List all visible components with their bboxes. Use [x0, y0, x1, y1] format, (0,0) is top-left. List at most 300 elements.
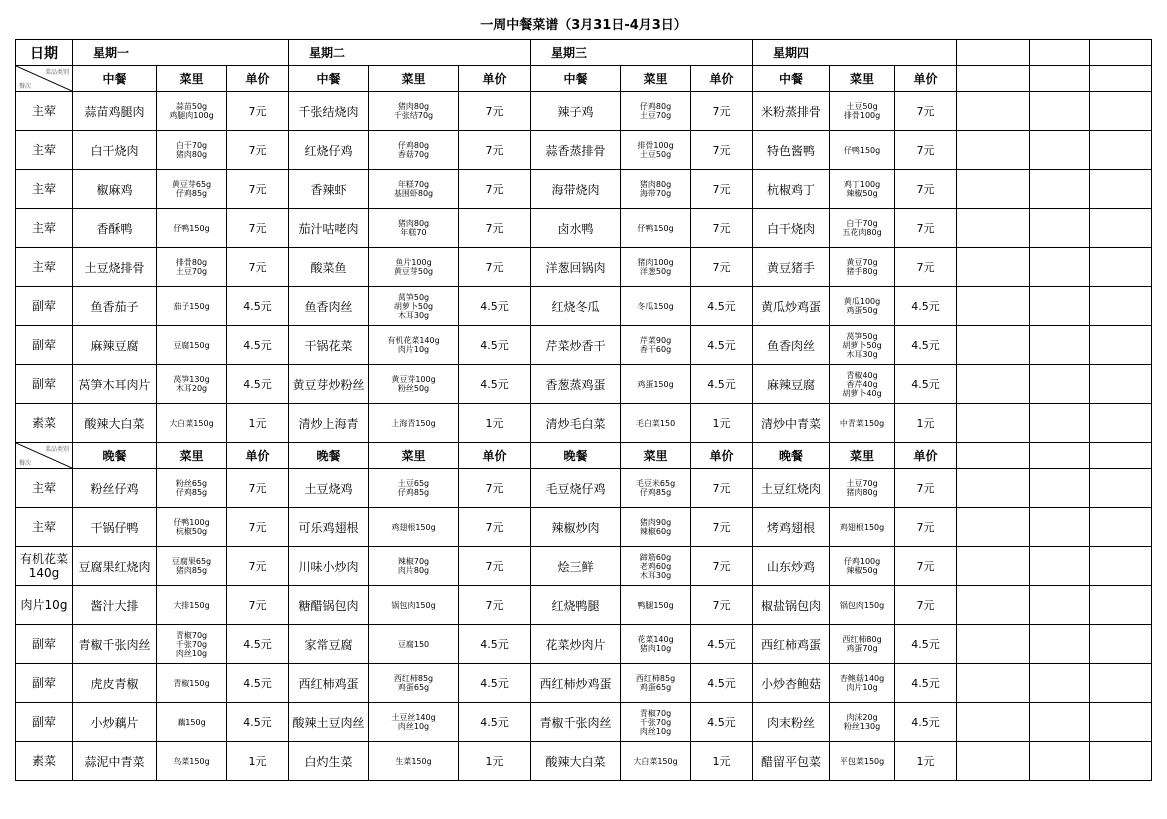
price-cell: 7元 — [227, 547, 289, 586]
empty-cell — [957, 40, 1030, 66]
price-cell: 4.5元 — [895, 664, 957, 703]
price-header: 单价 — [459, 443, 531, 469]
empty-cell — [957, 170, 1030, 209]
category-cell — [16, 469, 73, 508]
meal-time-label: 餐次 — [19, 83, 32, 90]
dish-name: 红烧鸭腿 — [531, 586, 621, 625]
ingredients-cell — [830, 625, 895, 664]
dish-name: 白灼生菜 — [289, 742, 369, 781]
category-cell — [16, 703, 73, 742]
ingredient-line: 肉丝10g — [397, 722, 430, 731]
empty-cell — [1030, 40, 1090, 66]
meal-header: 晚餐 — [531, 443, 621, 469]
ingredients-cell — [369, 326, 459, 365]
ingredients-cell — [157, 742, 227, 781]
ingredient-line: 莴笋130g — [173, 375, 210, 384]
day-header: 星期三 — [531, 40, 753, 66]
ingredient-line: 大白菜150g — [169, 418, 214, 428]
ingredients-cell — [621, 209, 691, 248]
ingredient-line: 辣椒70g — [397, 557, 430, 566]
ingredient-line: 鸭腿150g — [637, 600, 674, 610]
ingredients-cell — [369, 703, 459, 742]
diagonal-header-cell — [16, 66, 73, 92]
dish-name: 西红柿鸡蛋 — [289, 664, 369, 703]
dish-name: 辣椒炒肉 — [531, 508, 621, 547]
price-header: 单价 — [227, 443, 289, 469]
dish-name: 清炒上海青 — [289, 404, 369, 443]
category-label: 140g — [28, 566, 60, 580]
ingredient-line: 杭椒50g — [175, 527, 208, 536]
price-cell: 4.5元 — [691, 365, 753, 404]
ingredient-line: 胡萝卜40g — [842, 388, 882, 398]
date-label: 日期 — [16, 40, 73, 66]
ingredient-line: 茄子150g — [173, 301, 210, 311]
diagonal-header-cell — [16, 443, 73, 469]
empty-cell — [1030, 547, 1090, 586]
dish-name: 家常豆腐 — [289, 625, 369, 664]
ingredients-cell — [157, 404, 227, 443]
empty-cell — [1090, 547, 1152, 586]
price-cell: 7元 — [691, 508, 753, 547]
ingredient-line: 杏鲍菇140g — [839, 674, 885, 683]
ingredient-line: 藕150g — [177, 717, 206, 727]
empty-cell — [1090, 703, 1152, 742]
ingredients-header: 菜里 — [157, 66, 227, 92]
empty-cell — [1090, 209, 1152, 248]
price-cell: 7元 — [895, 92, 957, 131]
ingredients-cell — [369, 170, 459, 209]
dish-name: 米粉蒸排骨 — [753, 92, 830, 131]
empty-cell — [957, 92, 1030, 131]
price-cell: 7元 — [895, 547, 957, 586]
ingredient-line: 土豆70g — [175, 267, 208, 276]
ingredient-line: 老鸡60g — [639, 561, 672, 571]
ingredients-header: 菜里 — [369, 66, 459, 92]
empty-cell — [1030, 508, 1090, 547]
dish-name: 特色酱鸭 — [753, 131, 830, 170]
dish-name: 蒜香蒸排骨 — [531, 131, 621, 170]
ingredient-line: 肉片10g — [397, 345, 430, 354]
price-cell: 4.5元 — [895, 703, 957, 742]
ingredients-cell — [830, 92, 895, 131]
dish-name: 辣子鸡 — [531, 92, 621, 131]
ingredients-cell — [369, 92, 459, 131]
ingredient-line: 胡萝卜50g — [393, 301, 434, 311]
ingredient-line: 锅包肉150g — [839, 600, 885, 610]
ingredients-cell — [157, 287, 227, 326]
category-cell — [16, 248, 73, 287]
price-cell: 7元 — [895, 248, 957, 287]
price-cell: 7元 — [227, 508, 289, 547]
ingredient-line: 黄豆芽65g — [171, 180, 212, 189]
ingredient-line: 肉片10g — [846, 683, 878, 692]
category-cell — [16, 625, 73, 664]
category-cell — [16, 586, 73, 625]
ingredient-line: 芹菜90g — [639, 336, 672, 345]
dish-name: 鱼香肉丝 — [753, 326, 830, 365]
ingredient-line: 猪肉10g — [639, 644, 672, 653]
ingredient-line: 辣椒50g — [846, 189, 878, 198]
price-cell: 1元 — [227, 742, 289, 781]
price-cell: 7元 — [691, 547, 753, 586]
price-cell: 7元 — [459, 92, 531, 131]
ingredients-cell — [621, 248, 691, 287]
empty-cell — [1090, 326, 1152, 365]
ingredient-line: 毛豆米65g — [635, 479, 676, 488]
ingredient-line: 土豆70g — [639, 111, 672, 120]
dish-name: 香酥鸭 — [73, 209, 157, 248]
ingredient-line: 仔鸡85g — [397, 488, 430, 497]
empty-cell — [1030, 625, 1090, 664]
ingredient-line: 大排150g — [173, 600, 210, 610]
ingredients-header: 菜里 — [369, 443, 459, 469]
ingredient-line: 白干70g — [175, 141, 208, 150]
meal-header: 中餐 — [753, 66, 830, 92]
dish-name: 椒盐锅包肉 — [753, 586, 830, 625]
ingredient-line: 仔鸡85g — [175, 189, 208, 198]
ingredient-line: 中青菜150g — [839, 418, 885, 428]
price-cell: 4.5元 — [691, 625, 753, 664]
ingredient-line: 木耳30g — [397, 310, 430, 320]
ingredient-line: 千张70g — [175, 639, 208, 649]
dish-name: 豆腐果红烧肉 — [73, 547, 157, 586]
empty-cell — [1090, 248, 1152, 287]
dish-name: 洋葱回锅肉 — [531, 248, 621, 287]
ingredient-line: 肉片80g — [397, 566, 430, 575]
ingredient-line: 莴笋50g — [397, 292, 430, 302]
dish-name: 杭椒鸡丁 — [753, 170, 830, 209]
dish-name: 青椒千张肉丝 — [73, 625, 157, 664]
ingredient-line: 木耳30g — [639, 570, 672, 580]
dish-name: 清炒毛白菜 — [531, 404, 621, 443]
ingredients-header: 菜里 — [621, 443, 691, 469]
dish-name: 醋留平包菜 — [753, 742, 830, 781]
price-cell: 4.5元 — [227, 625, 289, 664]
category-label: 肉片10g — [20, 598, 68, 612]
ingredient-line: 千张70g — [639, 717, 672, 727]
ingredients-cell — [369, 404, 459, 443]
empty-cell — [1090, 664, 1152, 703]
price-cell: 7元 — [459, 248, 531, 287]
dish-name: 山东炒鸡 — [753, 547, 830, 586]
ingredient-line: 花菜140g — [637, 635, 674, 644]
dish-name: 麻辣豆腐 — [73, 326, 157, 365]
empty-cell — [1090, 40, 1152, 66]
price-cell: 4.5元 — [227, 287, 289, 326]
ingredient-line: 猪肉80g — [846, 488, 878, 497]
dish-name: 茄汁咕咾肉 — [289, 209, 369, 248]
dish-name: 卤水鸭 — [531, 209, 621, 248]
dish-name: 麻辣豆腐 — [753, 365, 830, 404]
ingredient-line: 仔鸡100g — [843, 557, 881, 566]
dish-name: 小炒杏鲍菇 — [753, 664, 830, 703]
price-header: 单价 — [227, 66, 289, 92]
dish-name: 蒜泥中青菜 — [73, 742, 157, 781]
empty-cell — [1030, 209, 1090, 248]
category-label: 主荤 — [31, 221, 56, 235]
price-cell: 7元 — [895, 586, 957, 625]
empty-cell — [1030, 131, 1090, 170]
ingredients-cell — [369, 209, 459, 248]
ingredients-cell — [621, 365, 691, 404]
ingredient-line: 蹄筋60g — [639, 552, 672, 562]
ingredient-line: 青椒70g — [639, 708, 672, 718]
dish-name: 红烧仔鸡 — [289, 131, 369, 170]
ingredient-line: 年糕70g — [397, 180, 430, 189]
empty-cell — [1090, 625, 1152, 664]
ingredients-cell — [621, 625, 691, 664]
ingredient-line: 猪肉100g — [637, 258, 674, 267]
empty-cell — [1030, 664, 1090, 703]
dish-name: 肉末粉丝 — [753, 703, 830, 742]
ingredients-cell — [369, 547, 459, 586]
category-cell — [16, 508, 73, 547]
price-cell: 4.5元 — [459, 287, 531, 326]
ingredient-line: 千张结70g — [393, 111, 434, 120]
dish-name: 酸菜鱼 — [289, 248, 369, 287]
category-cell — [16, 209, 73, 248]
ingredients-cell — [157, 625, 227, 664]
dish-name: 虎皮青椒 — [73, 664, 157, 703]
ingredient-line: 仔鸭100g — [173, 518, 210, 527]
ingredient-line: 白干70g — [846, 219, 878, 228]
price-cell: 7元 — [227, 92, 289, 131]
ingredients-cell — [830, 326, 895, 365]
ingredient-line: 肉沫20g — [846, 713, 878, 722]
ingredient-line: 香干60g — [639, 345, 672, 354]
meal-header: 中餐 — [531, 66, 621, 92]
empty-cell — [957, 131, 1030, 170]
ingredient-line: 香芹40g — [846, 379, 878, 389]
price-cell: 7元 — [691, 469, 753, 508]
price-cell: 7元 — [227, 131, 289, 170]
price-cell: 7元 — [691, 92, 753, 131]
dish-name: 白干烧肉 — [73, 131, 157, 170]
price-cell: 4.5元 — [459, 703, 531, 742]
ingredient-line: 鸡翅根150g — [391, 522, 436, 532]
ingredient-line: 粉丝50g — [397, 384, 430, 393]
dish-name: 红烧冬瓜 — [531, 287, 621, 326]
empty-cell — [957, 326, 1030, 365]
price-cell: 4.5元 — [895, 365, 957, 404]
ingredient-line: 五花肉80g — [842, 228, 882, 237]
ingredients-header: 菜里 — [157, 443, 227, 469]
ingredient-line: 猪肉80g — [397, 102, 430, 111]
ingredient-line: 冬瓜150g — [637, 301, 674, 311]
price-cell: 4.5元 — [895, 287, 957, 326]
meal-header: 晚餐 — [73, 443, 157, 469]
price-cell: 4.5元 — [895, 326, 957, 365]
category-cell — [16, 92, 73, 131]
ingredient-line: 排骨100g — [637, 141, 674, 150]
ingredient-line: 大白菜150g — [633, 756, 678, 766]
price-cell: 7元 — [459, 170, 531, 209]
price-cell: 7元 — [459, 131, 531, 170]
category-cell — [16, 287, 73, 326]
ingredients-cell — [157, 469, 227, 508]
ingredient-line: 西红柿80g — [842, 635, 882, 644]
price-cell: 4.5元 — [227, 365, 289, 404]
dish-name: 小炒藕片 — [73, 703, 157, 742]
meal-header: 中餐 — [73, 66, 157, 92]
ingredients-cell — [830, 547, 895, 586]
price-cell: 7元 — [459, 508, 531, 547]
ingredient-line: 仔鸡80g — [639, 102, 672, 111]
empty-cell — [1030, 586, 1090, 625]
ingredient-line: 土豆70g — [846, 479, 878, 488]
price-cell: 7元 — [227, 586, 289, 625]
price-cell: 7元 — [459, 209, 531, 248]
ingredients-cell — [369, 287, 459, 326]
ingredient-line: 鸡蛋150g — [637, 379, 674, 389]
dish-name: 烤鸡翅根 — [753, 508, 830, 547]
empty-cell — [957, 287, 1030, 326]
dish-name: 烩三鲜 — [531, 547, 621, 586]
price-cell: 4.5元 — [691, 703, 753, 742]
category-cell — [16, 170, 73, 209]
empty-cell — [957, 586, 1030, 625]
dish-name: 芹菜炒香干 — [531, 326, 621, 365]
category-label: 主荤 — [31, 143, 56, 157]
ingredients-cell — [621, 92, 691, 131]
ingredient-line: 鸡腿肉100g — [169, 111, 214, 120]
ingredient-line: 辣椒60g — [639, 527, 672, 536]
dish-name: 粉丝仔鸡 — [73, 469, 157, 508]
ingredient-line: 猪肉90g — [639, 518, 672, 527]
ingredient-line: 洋葱50g — [639, 267, 672, 276]
category-label: 有机花菜 — [19, 552, 68, 566]
meal-header: 晚餐 — [289, 443, 369, 469]
ingredients-cell — [621, 508, 691, 547]
empty-cell — [957, 625, 1030, 664]
ingredients-header: 菜里 — [830, 443, 895, 469]
price-cell: 4.5元 — [459, 664, 531, 703]
ingredient-line: 鱼片100g — [395, 258, 432, 267]
ingredient-line: 鸡蛋70g — [846, 644, 878, 653]
price-cell: 1元 — [895, 742, 957, 781]
ingredient-line: 猪肉80g — [639, 180, 672, 189]
day-header: 星期四 — [753, 40, 957, 66]
price-cell: 4.5元 — [227, 326, 289, 365]
ingredient-line: 黄瓜100g — [843, 297, 881, 306]
dish-name: 香葱蒸鸡蛋 — [531, 365, 621, 404]
empty-cell — [1030, 92, 1090, 131]
empty-cell — [1090, 170, 1152, 209]
empty-cell — [1090, 443, 1152, 469]
ingredients-cell — [369, 131, 459, 170]
dish-name: 可乐鸡翅根 — [289, 508, 369, 547]
dish-name: 西红柿鸡蛋 — [753, 625, 830, 664]
ingredients-cell — [830, 170, 895, 209]
ingredients-cell — [830, 469, 895, 508]
dish-name: 鱼香茄子 — [73, 287, 157, 326]
price-header: 单价 — [691, 443, 753, 469]
price-cell: 7元 — [691, 131, 753, 170]
ingredient-line: 平包菜150g — [839, 756, 885, 766]
empty-cell — [957, 664, 1030, 703]
dish-name: 鱼香肉丝 — [289, 287, 369, 326]
ingredient-line: 土豆50g — [846, 102, 878, 111]
page-title: 一周中餐菜谱（3月31日-4月3日） — [480, 18, 687, 33]
ingredient-line: 黄豆70g — [846, 258, 878, 267]
ingredients-cell — [157, 170, 227, 209]
price-cell: 1元 — [459, 404, 531, 443]
ingredient-line: 仔鸡80g — [397, 141, 430, 150]
ingredients-cell — [157, 547, 227, 586]
ingredient-line: 海带70g — [639, 189, 672, 198]
dish-name: 香辣虾 — [289, 170, 369, 209]
dish-name: 清炒中青菜 — [753, 404, 830, 443]
meal-header: 中餐 — [289, 66, 369, 92]
category-cell — [16, 326, 73, 365]
ingredient-line: 土豆丝140g — [391, 713, 436, 722]
ingredient-line: 黄豆芽50g — [393, 267, 434, 276]
ingredient-line: 土豆50g — [639, 150, 672, 159]
category-label: 主荤 — [31, 182, 56, 196]
empty-cell — [1090, 66, 1152, 92]
dish-name: 毛豆烧仔鸡 — [531, 469, 621, 508]
category-label: 素菜 — [31, 754, 56, 768]
empty-cell — [957, 248, 1030, 287]
ingredients-cell — [621, 703, 691, 742]
ingredients-cell — [621, 170, 691, 209]
price-cell: 4.5元 — [227, 703, 289, 742]
category-label: 副荤 — [31, 676, 56, 690]
price-cell: 7元 — [459, 547, 531, 586]
dish-name: 黄豆猪手 — [753, 248, 830, 287]
ingredient-line: 鸡翅根150g — [839, 522, 885, 532]
dish-name: 酱汁大排 — [73, 586, 157, 625]
ingredients-cell — [369, 365, 459, 404]
dish-name: 土豆烧鸡 — [289, 469, 369, 508]
ingredients-cell — [369, 664, 459, 703]
dish-name: 糖醋锅包肉 — [289, 586, 369, 625]
price-cell: 4.5元 — [895, 625, 957, 664]
ingredient-line: 锅包肉150g — [391, 600, 436, 610]
empty-cell — [1090, 365, 1152, 404]
price-cell: 7元 — [227, 469, 289, 508]
ingredient-line: 青椒70g — [175, 630, 208, 640]
price-cell: 4.5元 — [459, 625, 531, 664]
price-cell: 4.5元 — [459, 326, 531, 365]
price-cell: 7元 — [459, 586, 531, 625]
ingredients-cell — [369, 508, 459, 547]
empty-cell — [1030, 443, 1090, 469]
empty-cell — [1090, 131, 1152, 170]
ingredient-line: 上海青150g — [391, 418, 436, 428]
ingredients-header: 菜里 — [621, 66, 691, 92]
ingredients-cell — [369, 248, 459, 287]
ingredients-cell — [621, 404, 691, 443]
ingredients-cell — [830, 248, 895, 287]
empty-cell — [1030, 170, 1090, 209]
category-cell — [16, 547, 73, 586]
price-cell: 1元 — [227, 404, 289, 443]
ingredient-line: 木耳30g — [846, 349, 878, 359]
empty-cell — [1030, 404, 1090, 443]
price-cell: 4.5元 — [227, 664, 289, 703]
ingredients-cell — [157, 248, 227, 287]
category-type-label: 菜品类别 — [44, 446, 69, 453]
empty-cell — [957, 365, 1030, 404]
ingredient-line: 西红柿85g — [635, 674, 676, 683]
ingredients-cell — [157, 586, 227, 625]
dish-name: 酸辣大白菜 — [73, 404, 157, 443]
ingredient-line: 鸟菜150g — [173, 756, 210, 766]
ingredient-line: 猪肉80g — [397, 219, 430, 228]
day-header: 星期二 — [289, 40, 531, 66]
dish-name: 干锅仔鸭 — [73, 508, 157, 547]
